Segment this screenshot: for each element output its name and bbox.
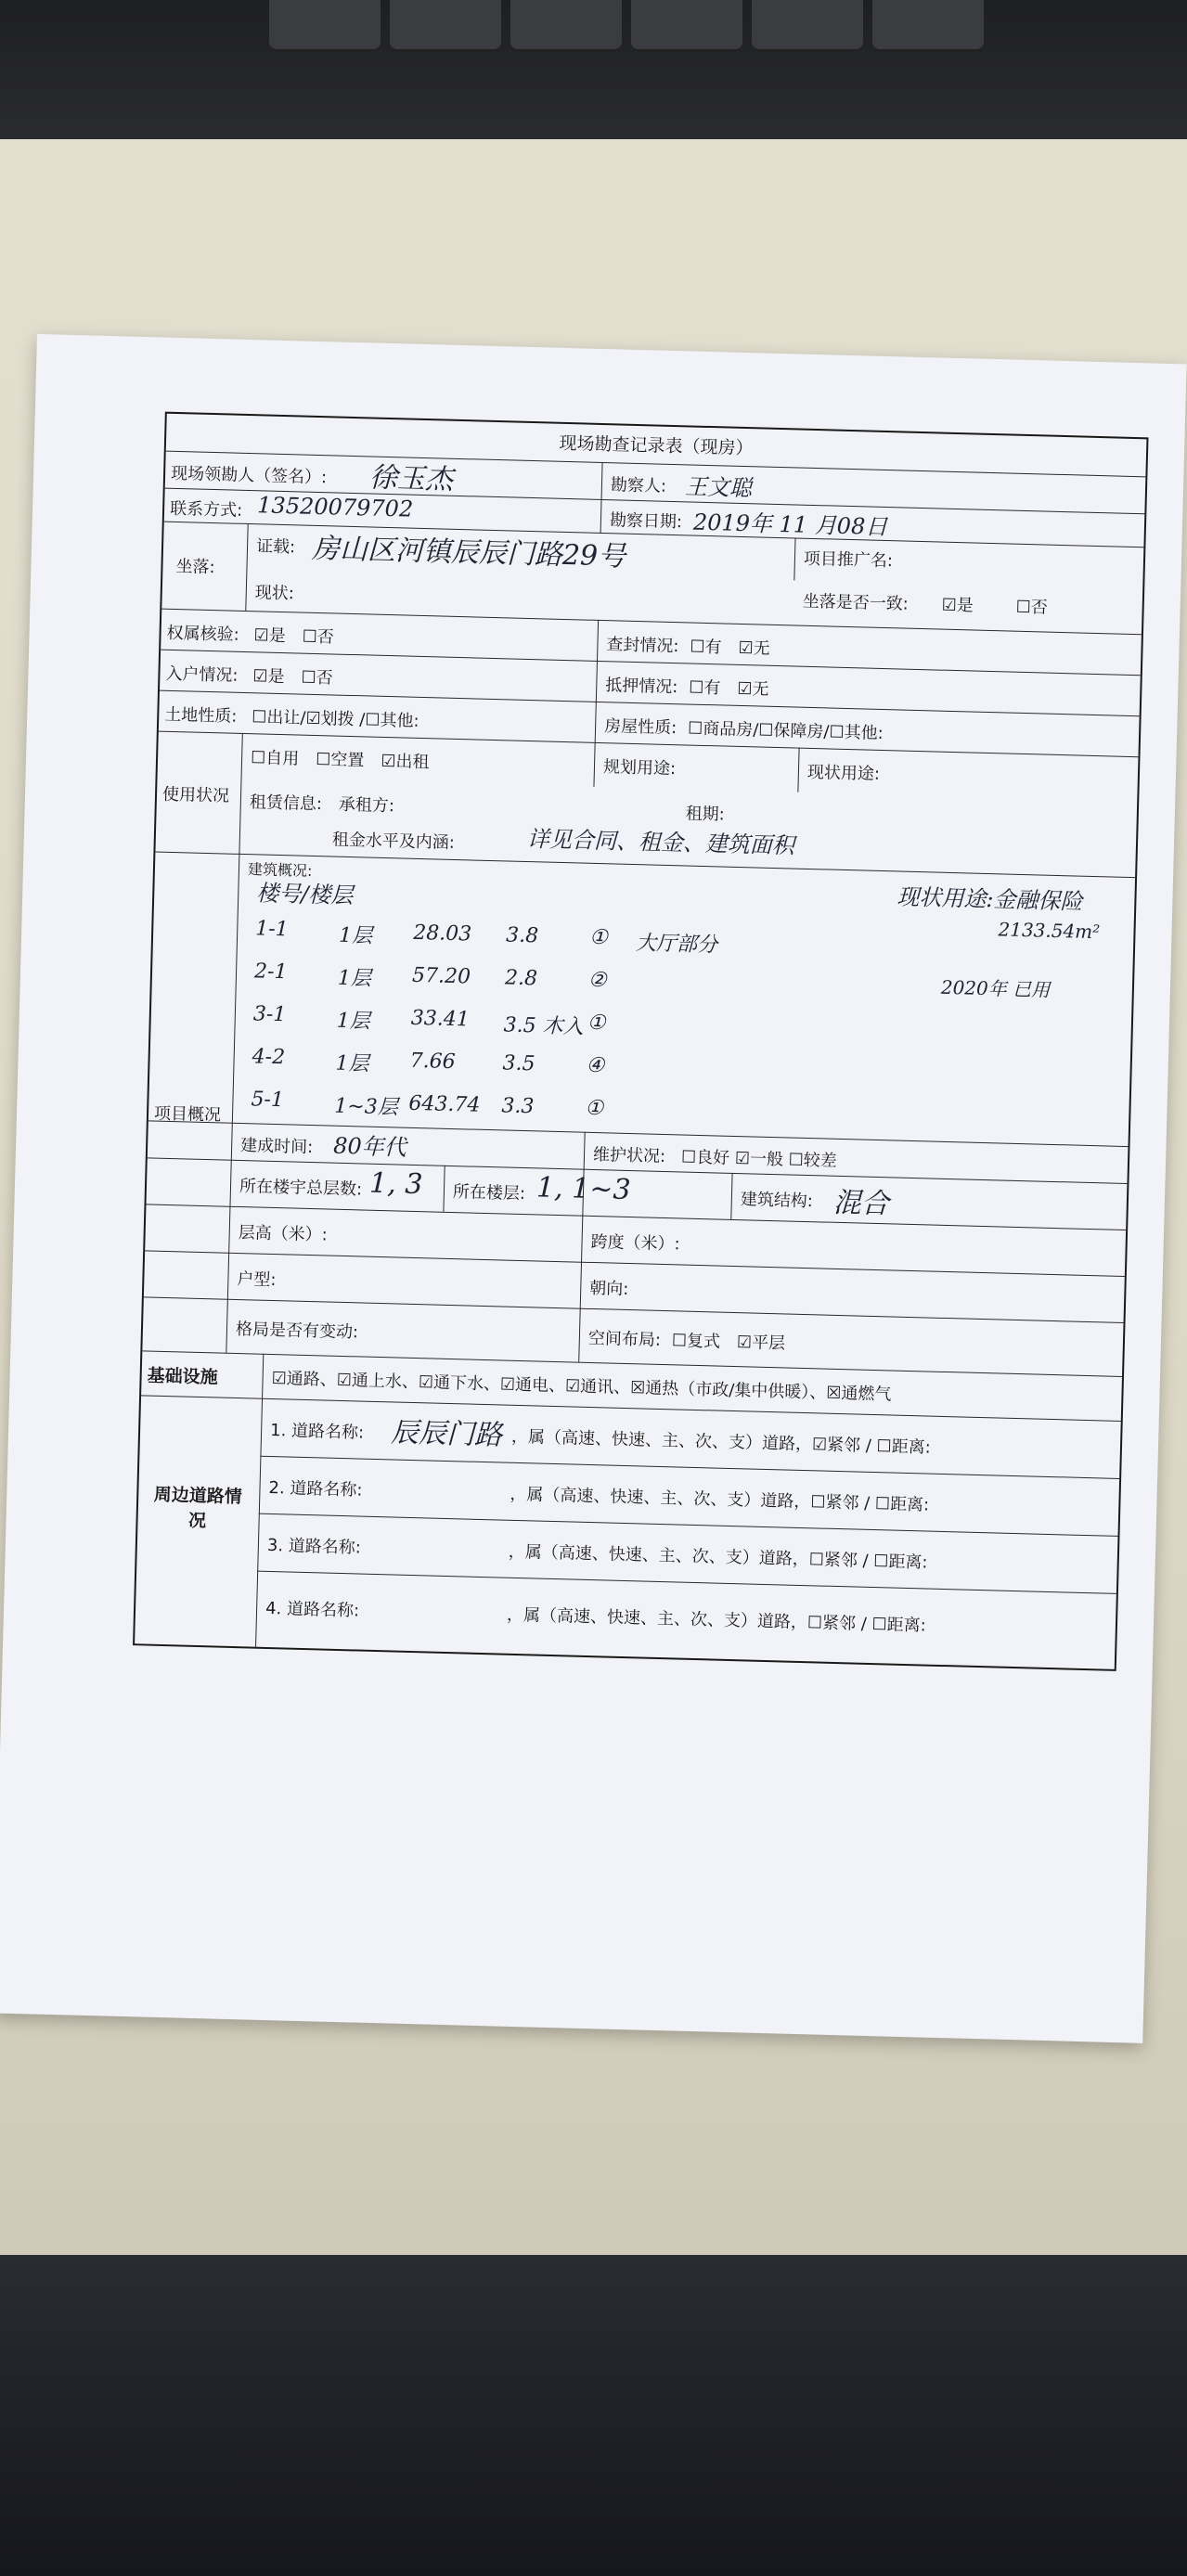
table-cell: 3.5 木入 [503, 1013, 584, 1039]
infra-label: 基础设施 [147, 1365, 218, 1388]
mortgage-label: 抵押情况: [605, 676, 678, 698]
match-label: 坐落是否一致: [802, 591, 910, 614]
infra-options: ☑通路、☑通上水、☑通下水、☑通电、☑通讯、☒通热（市政/集中供暖）、☒通燃气 [271, 1369, 892, 1405]
phone-label: 联系方式: [169, 498, 243, 521]
table-cell: ① [588, 925, 609, 950]
use-status-label: 使用状况 [161, 784, 230, 806]
land-options: ☐出让/☑划拨 /☐其他: [252, 707, 419, 731]
guide-label: 现场领勘人（签名）: [170, 463, 328, 488]
keyboard-key [872, 0, 984, 52]
orient-label: 朝向: [589, 1278, 629, 1300]
floor-shadow [0, 2255, 1187, 2576]
date-value: 2019年 11 月08日 [692, 509, 888, 541]
layout-change-label: 格局是否有变动: [235, 1319, 359, 1343]
table-cell: 2-1 [253, 960, 288, 985]
road1-tail: ，属（高速、快速、主、次、支）道路，☑紧邻 / ☐距离: [510, 1426, 932, 1458]
table-cell: 1~3层 [333, 1094, 399, 1120]
surveyor-label: 勘察人: [610, 475, 667, 496]
floor-label: 所在楼层: [452, 1182, 526, 1204]
table-cell: 1层 [335, 1051, 369, 1076]
floors-total-value: 1, 3 [368, 1166, 423, 1202]
road2-label: 2. 道路名称: [268, 1477, 363, 1501]
location-label: 坐落: [175, 557, 215, 578]
cert-value: 房山区河镇辰辰门路29号 [311, 532, 626, 573]
current-use-label: 现状用途: [806, 762, 881, 784]
paper-sheet [0, 334, 1187, 2043]
table-cell: 3.5 [502, 1051, 535, 1076]
built-value: 80年代 [332, 1132, 407, 1161]
space-label: 空间布局: [587, 1328, 662, 1350]
keyboard-key [390, 0, 501, 52]
promo-label: 项目推广名: [803, 548, 894, 572]
span-label: 跨度（米）: [590, 1231, 680, 1255]
table-cell: 3.8 [505, 923, 539, 948]
table-cell: 1层 [336, 1009, 371, 1034]
cert-label: 证载: [255, 536, 296, 558]
structure-label: 建筑结构: [740, 1190, 814, 1212]
keyboard-key [269, 0, 381, 52]
table-cell: 大厅部分 [635, 932, 718, 958]
table-cell: ① [587, 1011, 606, 1036]
road4-tail: ，属（高速、快速、主、次、支）道路，☐紧邻 / ☐距离: [506, 1604, 927, 1636]
mortgage-options: ☐有 ☑无 [688, 677, 769, 700]
title-check-label: 权属核验: [166, 623, 239, 645]
maint-options: ☐良好 ☑一般 ☐较差 [680, 1147, 838, 1171]
table-cell: 57.20 [411, 963, 471, 989]
date-label: 勘察日期: [609, 510, 683, 533]
road3-tail: ，属（高速、快速、主、次、支）道路，☐紧邻 / ☐距离: [508, 1541, 928, 1573]
land-label: 土地性质: [164, 704, 238, 727]
table-cell: 3-1 [252, 1002, 287, 1027]
survey-form [133, 412, 1148, 1671]
maint-label: 维护状况: [592, 1144, 666, 1167]
space-options: ☐复式 ☑平层 [671, 1331, 786, 1354]
use-options: ☐自用 ☐空置 ☑出租 [250, 748, 430, 773]
table-cell: ② [587, 968, 608, 993]
table-cell: 643.74 [408, 1091, 481, 1117]
entry-options: ☑是 ☐否 [252, 666, 333, 689]
phone-value: 13520079702 [256, 492, 414, 522]
planned-use-label: 规划用途: [602, 757, 677, 779]
term-label: 租期: [685, 804, 726, 825]
table-cell: 1层 [337, 966, 372, 991]
table-cell: 2.8 [504, 966, 538, 991]
unit-label: 户型: [237, 1269, 277, 1291]
project-label: 项目概况 [153, 1103, 222, 1126]
structure-value: 混合 [832, 1186, 890, 1221]
match-no: ☐否 [1015, 597, 1049, 618]
road3-label: 3. 道路名称: [266, 1535, 362, 1558]
table-cell: 7.66 [409, 1049, 456, 1075]
entry-label: 入户情况: [165, 663, 239, 686]
surveyor-signature: 王文聪 [684, 473, 753, 502]
house-label: 房屋性质: [603, 716, 677, 739]
actual-use-note: 现状用途:金融保险 [897, 883, 1083, 915]
form-title: 现场勘查记录表（现房） [559, 432, 754, 459]
table-cell: 4-2 [252, 1045, 286, 1070]
table-cell: 28.03 [412, 921, 472, 947]
match-yes: ☑是 [941, 595, 974, 616]
guide-signature: 徐玉杰 [368, 461, 454, 496]
year-note: 2020年 已用 [940, 975, 1051, 1001]
table-cell: ④ [586, 1053, 605, 1078]
keyboard-background [0, 0, 1187, 158]
road1-label: 1. 道路名称: [269, 1420, 365, 1443]
total-area: 2133.54m² [998, 918, 1101, 944]
table-cell: 1层 [338, 923, 373, 948]
rent-label: 租金水平及内涵: [331, 830, 456, 853]
lease-label: 租赁信息: 承租方: [249, 792, 395, 817]
seal-options: ☐有 ☑无 [690, 637, 770, 659]
floors-total-label: 所在楼宇总层数: [239, 1177, 363, 1200]
road-section-label: 周边道路情况 [153, 1484, 243, 1532]
table-cell: 33.41 [410, 1006, 471, 1032]
road2-tail: ，属（高速、快速、主、次、支）道路，☐紧邻 / ☐距离: [510, 1484, 930, 1515]
keyboard-key [510, 0, 622, 52]
road1-name: 辰辰门路 [390, 1416, 503, 1452]
seal-label: 查封情况: [606, 635, 679, 657]
rent-value: 详见合同、租金、建筑面积 [526, 826, 795, 859]
table-cell: 5-1 [251, 1088, 285, 1113]
keyboard-key [631, 0, 742, 52]
floor-value: 1, 1~3 [535, 1171, 632, 1207]
house-options: ☐商品房/☐保障房/☐其他: [687, 718, 884, 744]
building-handwritten: 楼号/楼层 [255, 880, 354, 909]
keyboard-key [752, 0, 863, 52]
built-label: 建成时间: [239, 1136, 314, 1158]
status-label: 现状: [254, 583, 295, 604]
building-label: 建筑概况: [247, 860, 313, 880]
road4-label: 4. 道路名称: [264, 1598, 360, 1621]
table-cell: ① [585, 1096, 604, 1121]
height-label: 层高（米）: [238, 1223, 329, 1245]
table-cell: 1-1 [254, 917, 290, 942]
title-check-options: ☑是 ☐否 [253, 625, 335, 648]
table-cell: 3.3 [501, 1094, 535, 1119]
